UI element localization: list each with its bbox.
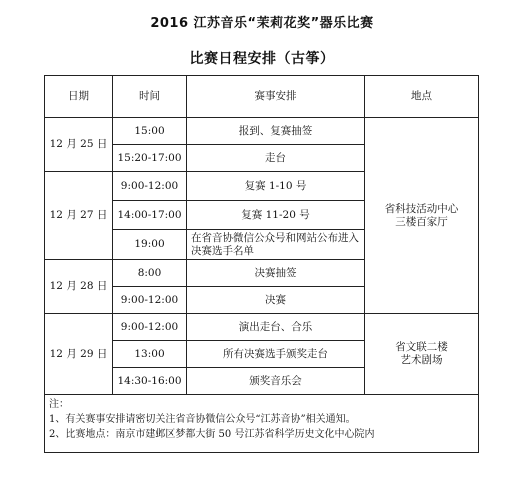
schedule-subtitle: 比赛日程安排（古筝） (189, 51, 335, 67)
date-cell: 12 月 27 日 (45, 172, 113, 260)
event-cell: 走台 (187, 145, 365, 172)
event-cell: 复赛 11-20 号 (187, 201, 365, 230)
event-cell: 复赛 1-10 号 (187, 172, 365, 201)
time-cell: 15:20-17:00 (113, 145, 187, 172)
location-line: 三楼百家厅 (395, 215, 448, 228)
notes-cell (45, 395, 479, 453)
table-row (45, 118, 479, 145)
event-cell: 在省音协微信公众号和网站公布进入决赛选手名单 (187, 230, 365, 260)
notes-row (45, 395, 479, 453)
event-cell: 报到、复赛抽签 (187, 118, 365, 145)
event-cell: 颁奖音乐会 (187, 368, 365, 395)
event-cell: 决赛抽签 (187, 260, 365, 287)
time-cell: 14:30-16:00 (113, 368, 187, 395)
time-cell: 9:00-12:00 (113, 287, 187, 314)
location-line: 省科技活动中心 (384, 202, 459, 215)
date-cell: 12 月 29 日 (45, 314, 113, 395)
date-cell: 12 月 28 日 (45, 260, 113, 314)
notes-heading: 注： (49, 399, 69, 410)
location-cell (365, 118, 479, 314)
date-cell: 12 月 25 日 (45, 118, 113, 172)
main-title: 2016 江苏音乐“茉莉花奖”器乐比赛 (150, 16, 374, 31)
event-cell: 决赛 (187, 287, 365, 314)
event-cell: 所有决赛选手颁奖走台 (187, 341, 365, 368)
note-item: 1、有关赛事安排请密切关注省音协微信公众号“江苏音协”相关通知。 (49, 414, 356, 425)
header-date: 日期 (45, 76, 113, 118)
time-cell: 8:00 (113, 260, 187, 287)
time-cell: 14:00-17:00 (113, 201, 187, 230)
location-line: 省文联二楼 (395, 341, 448, 353)
location-line: 艺术剧场 (400, 354, 443, 366)
header-row (45, 76, 479, 118)
time-cell: 9:00-12:00 (113, 314, 187, 341)
header-time: 时间 (113, 76, 187, 118)
schedule-table (44, 75, 479, 453)
time-cell: 15:00 (113, 118, 187, 145)
event-cell: 演出走台、合乐 (187, 314, 365, 341)
table-row (45, 314, 479, 341)
time-cell: 13:00 (113, 341, 187, 368)
location-cell (365, 314, 479, 395)
time-cell: 9:00-12:00 (113, 172, 187, 201)
header-event: 赛事安排 (187, 76, 365, 118)
header-location: 地点 (365, 76, 479, 118)
time-cell: 19:00 (113, 230, 187, 260)
note-item: 2、比赛地点：南京市建邺区梦都大街 50 号江苏省科学历史文化中心院内 (49, 429, 375, 440)
